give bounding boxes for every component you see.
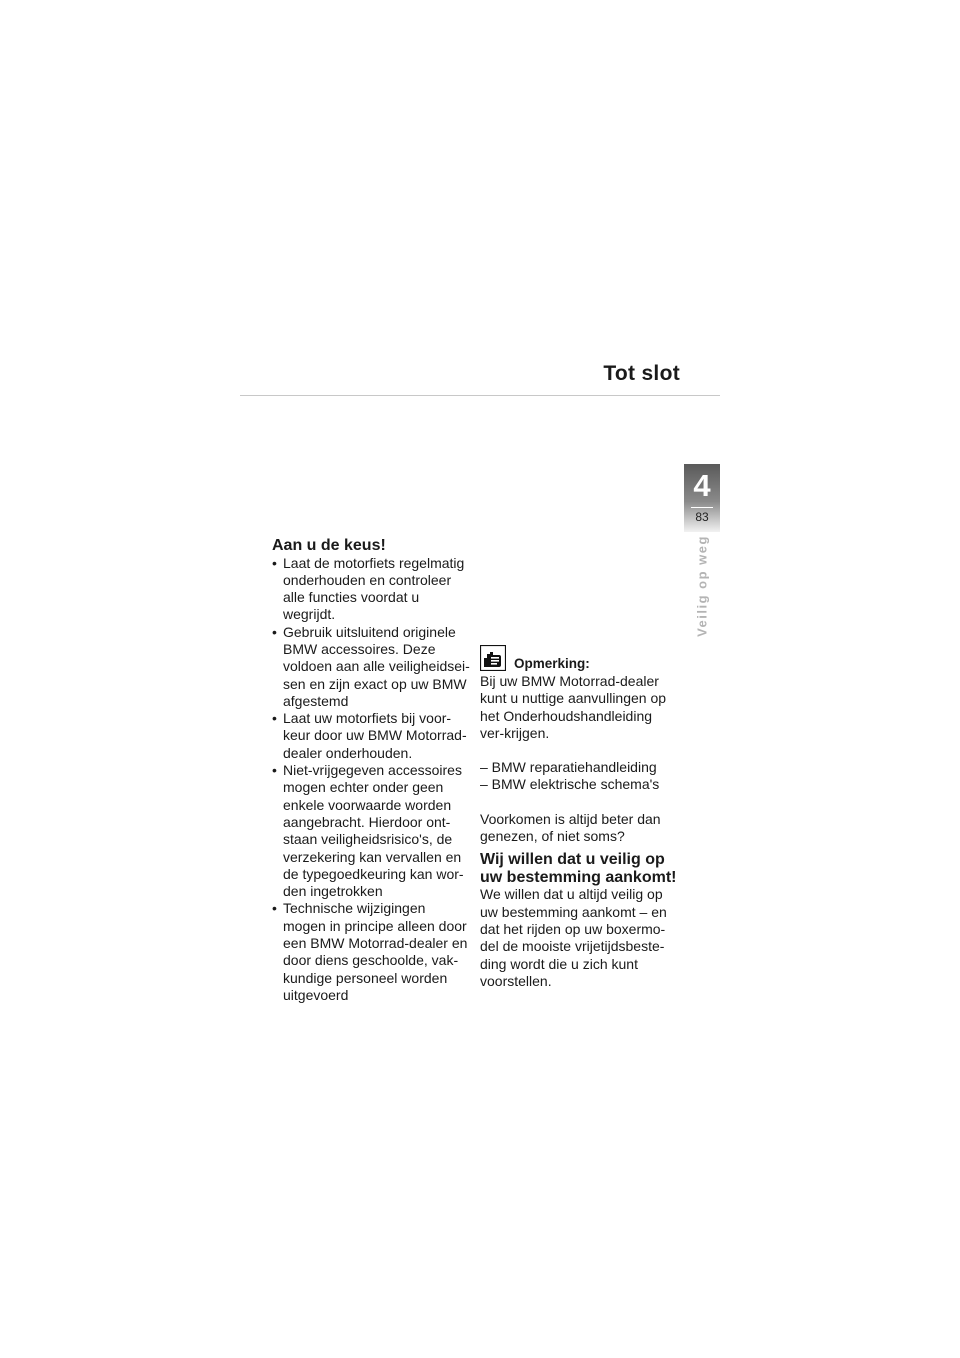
left-column [272,537,472,1004]
list-item: • Laat uw motorfiets bij voor-keur door uw BMW Motorrad-dealer onderhouden. [272,710,472,762]
note-header [480,643,680,671]
list-item: • Technische wijzigingen mogen in principe alleen door een BMW Motorrad-dealer en door diens geschoolde, vak-kundige personeel worden uitgevoerd [272,900,472,1004]
right-column [480,643,680,990]
list-item: – BMW reparatiehandleiding [480,759,657,776]
chapter-tab-divider [691,507,713,508]
section-heading-safe-arrival: Wij willen dat u veilig op uw bestemming aankomt! [480,851,677,886]
manual-list [480,759,680,794]
list-item: • Gebruik uitsluitend originele BMW accessoires. Deze voldoen aan alle veiligheidsei-sen en zijn exact op uw BMW afgestemd [272,624,472,710]
spacer [480,794,680,811]
chapter-tab [684,464,720,532]
advice-list [272,555,472,1005]
list-item: • Laat de motorfiets regelmatig onderhouden en controleer alle functies voordat u wegrijdt. [272,555,472,624]
heading-wrap [480,851,680,886]
note-hand-icon [480,645,506,671]
page-number: 83 [695,510,709,524]
page-title: Tot slot [603,362,680,385]
spacer [480,742,680,759]
closing-text: We willen dat u altijd veilig op uw bestemming aankomt – en dat het rijden op uw boxermo-del de mooiste vrijetijdsbeste-ding wordt die u zich kunt voorstellen. [480,886,667,989]
advice-text: Voorkomen is altijd beter dan genezen, of niet soms? [480,810,661,845]
list-item: – BMW elektrische schema's [480,776,660,793]
note-label: Opmerking: [514,656,590,671]
chapter-label: Veilig op weg [694,535,710,637]
chapter-number: 4 [693,468,711,503]
note-text: Bij uw BMW Motorrad-dealer kunt u nuttige aanvullingen op het Onderhoudshandleiding ver-krijgen. [480,673,667,741]
header-divider [240,395,720,396]
list-item: • Niet-vrijgegeven accessoires mogen echter onder geen enkele voorwaarde worden aangebracht. Hierdoor ont-staan veiligheidsrisico's, de verzekering kan vervallen en de typegoedkeuring kan wor-den ingetrokken [272,762,472,900]
section-heading-choice: Aan u de keus! [272,537,386,554]
